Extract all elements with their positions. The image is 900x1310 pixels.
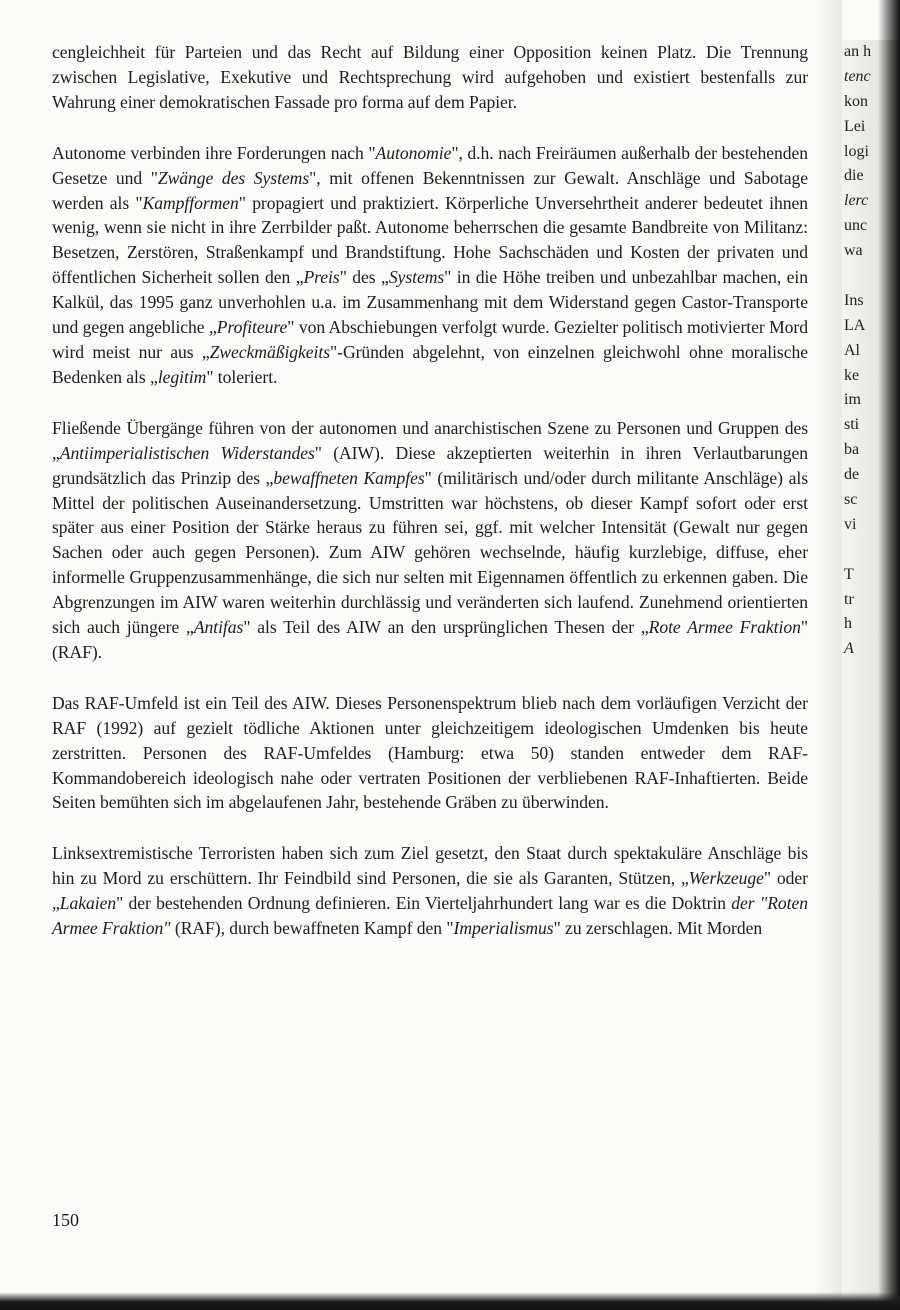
paragraph-5-span-3: " oder „: [52, 868, 808, 914]
right-page-line: Al: [844, 341, 860, 359]
paragraph-2-span-17: " toleriert.: [206, 366, 278, 387]
paragraph-1: [52, 40, 808, 115]
paragraph-2-span-13: " von Abschiebungen verfolgt wurde. Gezielter politisch motivierter Mord wird meist nur aus „: [52, 317, 808, 362]
paragraph-2-span-14: Zweckmäßigkeits: [209, 341, 331, 362]
paragraph-2-span-3: ", d.h. nach Freiräumen außerhalb der bestehenden Gesetze und ": [52, 142, 808, 188]
paragraph-3-span-1: Fließende Übergänge führen von der autonomen und anarchistischen Szene zu Personen und Gruppen des „: [52, 417, 808, 463]
right-page-line: Ins: [844, 291, 864, 309]
paragraph-2-span-5: ", mit offenen Bekenntnissen zur Gewalt. Anschläge und Sabotage werden als ": [52, 167, 808, 213]
paragraph-3-span-3: " (AIW). Diese akzeptierten weiterhin in ihren Verlautbarungen grundsätzlich das Prinzip des „: [52, 442, 808, 488]
right-page-line: wa: [844, 242, 863, 260]
paragraph-5-span-1: Linksextremistische Terroristen haben sich zum Ziel gesetzt, den Staat durch spektakuläre Anschläge bis hin zu Mord zu erschüttern. Ihr Feindbild sind Personen, die sie als Garanten, Stützen, „: [52, 843, 808, 889]
paragraph-2-span-11: " in die Höhe treiben und unbezahlbar machen, ein Kalkül, das 1995 ganz unverhohlen u.a. im Zusammenhang mit dem Widerstand gegen Castor-Transporte und gegen angebliche „: [52, 267, 809, 338]
right-page-line: sti: [844, 416, 860, 434]
right-page-line: LA: [844, 316, 866, 334]
right-page-line: lerc: [844, 192, 869, 210]
paragraph-5-span-4: Lakaien: [59, 893, 117, 914]
paragraph-3-span-7: " als Teil des AIW an den ursprünglichen Thesen der „: [243, 617, 649, 638]
right-page-line: ke: [844, 366, 860, 384]
right-page-line: A: [844, 640, 854, 658]
right-page-line: tr: [844, 590, 854, 608]
paragraph-3-span-2: Antiimperialistischen Widerstandes: [59, 442, 315, 463]
right-page-line: ba: [844, 441, 860, 459]
gutter-shadow: [816, 0, 842, 1310]
paragraph-2-span-1: Autonome verbinden ihre Forderungen nach ": [52, 142, 376, 163]
right-page-line: T: [844, 565, 854, 583]
paragraph-2-span-10: Systems: [388, 267, 445, 288]
paragraph-3-span-4: bewaffneten Kampfes: [273, 467, 425, 488]
right-page-line: Lei: [844, 117, 866, 135]
right-page-line: sc: [844, 491, 858, 509]
right-page-line: im: [844, 391, 861, 409]
paragraph-5-span-9: " zu zerschlagen. Mit Morden: [553, 918, 763, 939]
bottom-edge-shadow: [0, 1292, 900, 1310]
right-page-line: vi: [844, 515, 857, 533]
paragraph-2-span-4: Zwänge des Systems: [157, 167, 310, 188]
page-edge-shadow: [878, 0, 900, 1310]
paragraph-2-span-9: " des „: [339, 267, 389, 288]
paragraph-5-span-7: (RAF), durch bewaffneten Kampf den ": [170, 918, 454, 939]
paragraph-2-span-15: "-Gründen abgelehnt, von einzelnen gleichwohl ohne moralische Bedenken als „: [52, 341, 808, 387]
left-page: [52, 40, 808, 967]
page-number: 150: [52, 1210, 79, 1230]
paragraph-2-span-6: Kampfformen: [142, 192, 239, 213]
paragraph-2-span-8: Preis: [303, 267, 340, 288]
right-page-line: an h: [844, 43, 872, 60]
paragraph-3-span-5: " (militärisch und/oder durch militante Anschläge) als Mittel der politischen Auseinandersetzung. Umstritten war höchstens, ob dieser Kampf sofort oder erst später aus einer Position der Stärke heraus zu führen sei, ggf. mit welcher Intensität (Gewalt nur gegen Sachen oder auch gegen Personen). Zum AIW gehören wechselnde, häufig kurzlebige, diffuse, eher informelle Gruppenzusammenhänge, die sich nur selten mit Eigennamen öffentlich zu erkennen gaben. Die Abgrenzungen im AIW waren weiterhin durchlässig und veränderten sich laufend. Zunehmend orientierten sich auch jüngere „: [52, 467, 808, 638]
paragraph-3-span-8: Rote Armee Fraktion: [648, 617, 801, 638]
right-page-line: kon: [844, 92, 868, 110]
paragraph-5-span-6: der "Roten Armee Fraktion": [52, 893, 808, 939]
paragraph-2-span-7: " propagiert und praktiziert. Körperliche Unversehrtheit anderer bedeutet ihnen wenig, wenn sie nicht in ihre Zerrbilder paßt. Autonome beherrschen die gesamte Bandbreite von Militanz: Besetzen, Zerstören, Straßenkampf und Brandstiftung. Hohe Sachschäden und Kosten der privaten und öffentlichen Sicherheit sollen den „: [52, 192, 808, 288]
paragraph-4: [52, 691, 808, 816]
paragraph-3-span-9: " (RAF).: [52, 617, 808, 662]
paragraph-5: [52, 841, 808, 941]
paragraph-4-span-1: Das RAF-Umfeld ist ein Teil des AIW. Dieses Personenspektrum blieb nach dem vorläufigen Verzicht der RAF (1992) auf gezielt tödliche Aktionen unter gleichzeitigem ideologischen Umdenken bis heute zerstritten. Personen des RAF-Umfeldes (Hamburg: etwa 50) standen entweder dem RAF-Kommandobereich ideologisch nahe oder vertraten Positionen der verbliebenen RAF-Inhaftierten. Beide Seiten bemühten sich im abgelaufenen Jahr, bestehende Gräben zu überwinden.: [52, 692, 808, 813]
right-page-line: unc: [844, 217, 868, 235]
paragraph-2-span-12: Profiteure: [216, 317, 288, 338]
paragraph-2-span-16: legitim: [157, 366, 207, 387]
paragraph-5-span-8: Imperialismus: [453, 918, 554, 939]
right-page-line: tenc: [844, 67, 871, 85]
right-page-line: die: [844, 167, 864, 185]
paragraph-2-span-2: Autonomie: [375, 142, 452, 163]
paragraph-1-span-1: cengleichheit für Parteien und das Recht auf Bildung einer Opposition keinen Platz. Die Trennung zwischen Legislative, Exekutive und Rechtsprechung wird aufgehoben und existiert bestenfalls zur Wahrung einer demokratischen Fassade pro forma auf dem Papier.: [52, 42, 808, 112]
right-page-line: logi: [844, 142, 869, 160]
right-page-line: de: [844, 466, 860, 484]
paragraph-5-span-5: " der bestehenden Ordnung definieren. Ein Vierteljahrhundert lang war es die Doktrin: [116, 893, 732, 914]
paragraph-3-span-6: Antifas: [193, 617, 244, 638]
paragraph-2: [52, 141, 808, 390]
right-page-line: h: [844, 615, 852, 633]
paragraph-3: [52, 416, 808, 665]
paragraph-5-span-2: Werkzeuge: [688, 868, 764, 889]
